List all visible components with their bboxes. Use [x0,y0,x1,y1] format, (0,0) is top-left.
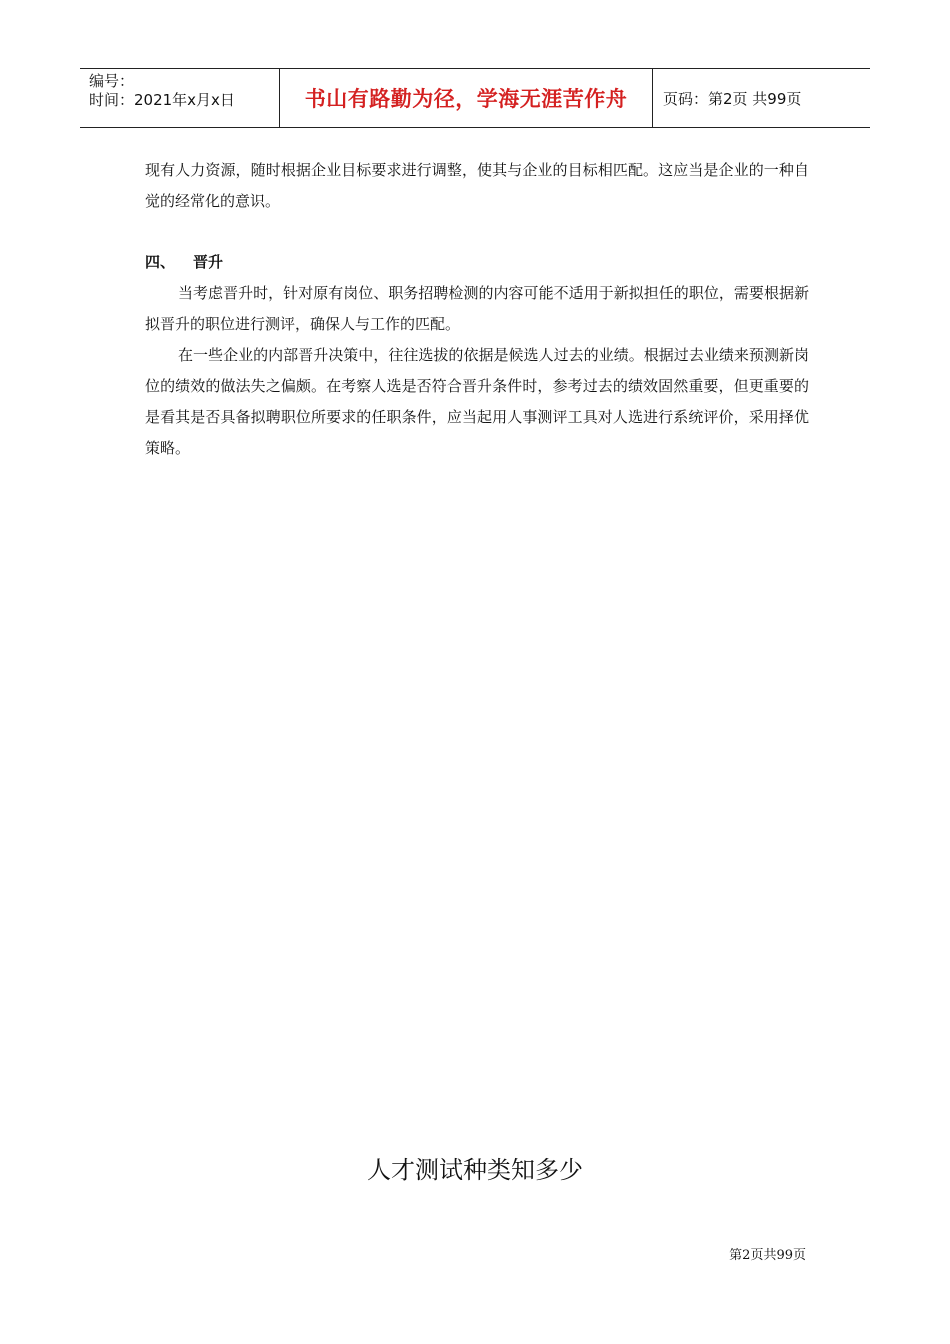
section-heading [145,247,809,278]
paragraph-3: 在一些企业的内部晋升决策中，往往选拔的依据是候选人过去的业绩。根据过去业绩来预测新岗位的绩效的做法失之偏颇。在考察人选是否符合晋升条件时，参考过去的绩效固然重要，但更重要的是看其是否具备拟聘职位所要求的任职条件，应当起用人事测评工具对人选进行系统评价，采用择优策略。 [145,346,809,457]
number-label: 编号： [89,72,135,90]
next-article-title: 人才测试种类知多少 [367,1156,583,1184]
header-meta [80,69,280,127]
paragraph-2: 当考虑晋升时，针对原有岗位、职务招聘检测的内容可能不适用于新拟担任的职位，需要根据新拟晋升的职位进行测评，确保人与工作的匹配。 [145,284,809,333]
page-header [80,68,870,128]
page-footer: 第2页共99页 [729,1248,806,1263]
header-page-info: 页码：第2页 共99页 [663,89,802,108]
time-label: 时间：2021年x月x日 [89,91,235,109]
header-motto: 书山有路勤为径，学海无涯苦作舟 [280,69,653,127]
paragraph-1: 现有人力资源，随时根据企业目标要求进行调整，使其与企业的目标相匹配。这应当是企业的一种自觉的经常化的意识。 [145,161,809,210]
section-number: 四、 [145,253,176,271]
section-title: 晋升 [193,253,224,271]
document-body [145,155,809,464]
